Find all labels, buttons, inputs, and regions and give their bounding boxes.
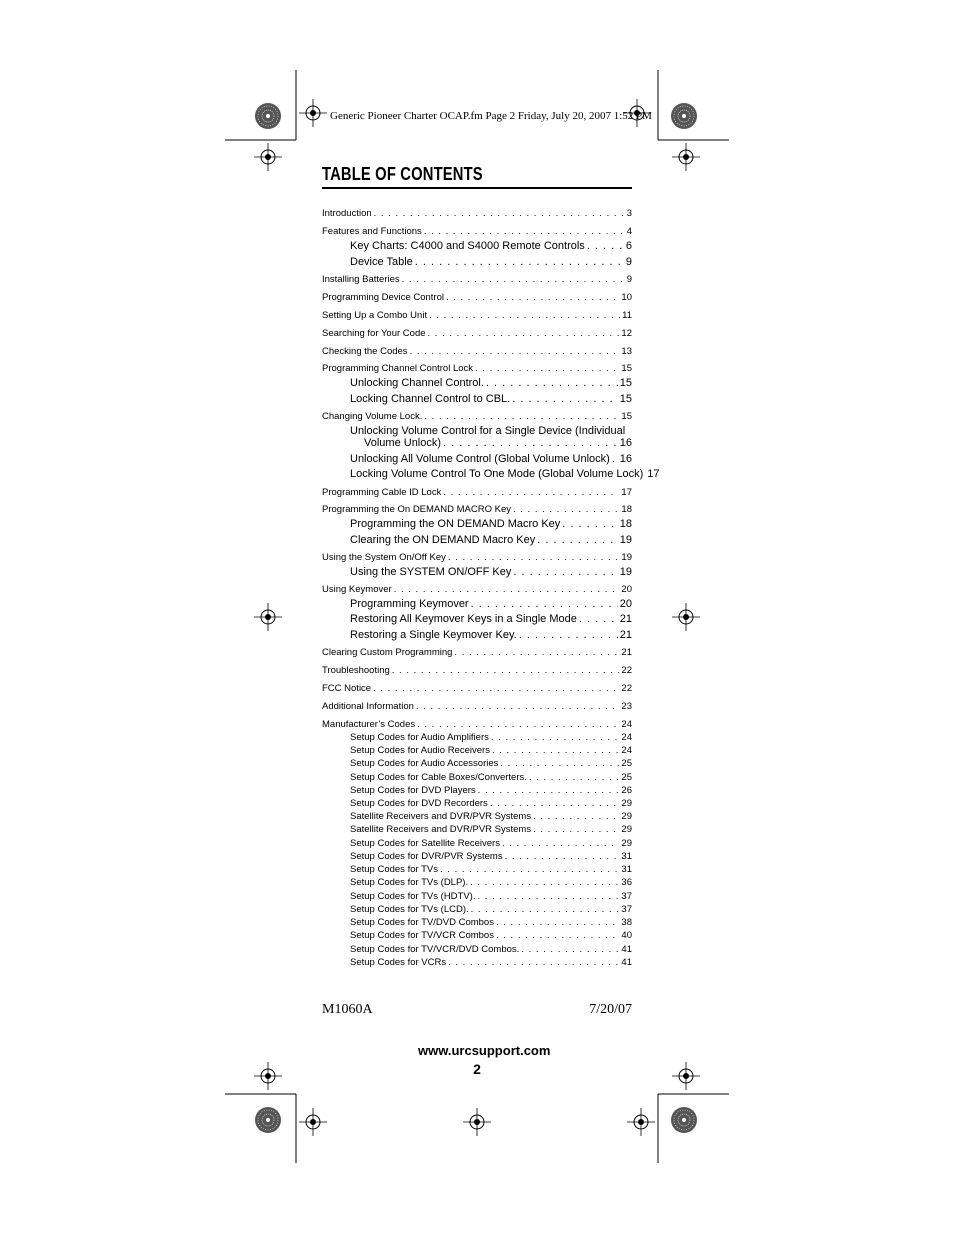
support-url[interactable]: www.urcsupport.com bbox=[418, 1043, 551, 1058]
toc-entry[interactable] bbox=[322, 683, 632, 694]
toc-entry[interactable] bbox=[350, 732, 632, 743]
toc-entry-title: Programming Cable ID Lock bbox=[322, 487, 442, 498]
toc-entry-title: Using Keymover bbox=[322, 584, 392, 595]
toc-entry-title: Restoring All Keymover Keys in a Single Mode bbox=[350, 613, 577, 625]
dot-leader bbox=[471, 598, 618, 610]
dot-leader bbox=[500, 758, 619, 769]
toc-entry-title: Setup Codes for TVs (LCD). bbox=[350, 904, 469, 915]
revision-date: 7/20/07 bbox=[589, 1002, 632, 1017]
toc-entry[interactable] bbox=[350, 772, 632, 783]
toc-entry-title: Locking Volume Control To One Mode (Global Volume Lock) bbox=[350, 468, 644, 480]
dot-leader bbox=[537, 534, 618, 546]
toc-entry-page: 19 bbox=[619, 566, 632, 578]
dot-leader bbox=[513, 566, 617, 578]
toc-entry[interactable] bbox=[322, 226, 632, 237]
toc-entry[interactable] bbox=[322, 328, 632, 339]
dot-leader bbox=[428, 328, 620, 339]
toc-entry[interactable] bbox=[350, 904, 632, 915]
toc-entry[interactable] bbox=[350, 518, 632, 530]
dot-leader bbox=[478, 785, 620, 796]
dot-leader bbox=[392, 665, 620, 676]
toc-entry[interactable] bbox=[322, 504, 632, 515]
toc-entry[interactable] bbox=[322, 274, 632, 285]
toc-entry-page: 3 bbox=[626, 208, 632, 219]
toc-entry-page: 11 bbox=[622, 310, 632, 321]
dot-leader bbox=[533, 824, 619, 835]
toc-entry-title: Satellite Receivers and DVR/PVR Systems bbox=[350, 811, 532, 822]
toc-entry[interactable] bbox=[322, 310, 632, 321]
dot-leader bbox=[492, 745, 619, 756]
toc-entry-title: Programming Keymover bbox=[350, 598, 469, 610]
dot-leader bbox=[533, 811, 619, 822]
dot-leader bbox=[496, 917, 619, 928]
dot-leader bbox=[424, 226, 625, 237]
title-rule bbox=[322, 187, 632, 189]
toc-entry-title: Setup Codes for DVR/PVR Systems bbox=[350, 851, 503, 862]
dot-leader bbox=[490, 798, 620, 809]
dot-leader bbox=[402, 274, 625, 285]
dot-leader bbox=[454, 647, 619, 658]
toc-entry-title: Setup Codes for VCRs bbox=[350, 957, 447, 968]
toc-entry[interactable] bbox=[322, 647, 632, 658]
toc-entry[interactable] bbox=[350, 851, 632, 862]
toc-entry-title: Device Table bbox=[350, 256, 413, 268]
toc-entry[interactable] bbox=[322, 665, 632, 676]
dot-leader bbox=[440, 864, 619, 875]
toc-entry-page: 37 bbox=[621, 904, 632, 915]
toc-entry-page: 18 bbox=[619, 518, 632, 530]
toc-entry-title: Locking Channel Control to CBL. bbox=[350, 393, 511, 405]
toc-entry[interactable] bbox=[350, 629, 632, 641]
toc-entry-title: Changing Volume Lock. bbox=[322, 411, 423, 422]
toc-entry[interactable] bbox=[322, 346, 632, 357]
dot-leader bbox=[587, 240, 624, 252]
toc-entry-page: 17 bbox=[621, 487, 632, 498]
toc-entry-page: 19 bbox=[619, 534, 632, 546]
dot-leader bbox=[505, 851, 620, 862]
toc-entry-title: Setup Codes for Audio Amplifiers bbox=[350, 732, 489, 743]
toc-entry-page: 41 bbox=[621, 957, 632, 968]
toc-entry-page: 12 bbox=[621, 328, 632, 339]
dot-leader bbox=[446, 292, 619, 303]
toc-entry-title: Satellite Receivers and DVR/PVR Systems bbox=[350, 824, 532, 835]
toc-entry-title: Setup Codes for TVs (HDTV). bbox=[350, 891, 476, 902]
toc-entry-page: 20 bbox=[621, 584, 632, 595]
toc-entry-title: Programming Device Control bbox=[322, 292, 444, 303]
dot-leader bbox=[477, 891, 619, 902]
toc-entry-title: Setup Codes for Satellite Receivers bbox=[350, 838, 500, 849]
toc-entry-title: Additional Information bbox=[322, 701, 414, 712]
dot-leader bbox=[496, 930, 619, 941]
dot-leader bbox=[424, 411, 619, 422]
toc-entry-title: Setup Codes for DVD Recorders bbox=[350, 798, 488, 809]
toc-entry-title: Unlocking Channel Control. bbox=[350, 377, 484, 389]
dot-leader bbox=[519, 629, 618, 641]
dot-leader bbox=[579, 613, 618, 625]
toc-entry-page: 13 bbox=[621, 346, 632, 357]
toc-entry-title: Troubleshooting bbox=[322, 665, 390, 676]
toc-entry[interactable] bbox=[350, 930, 632, 941]
page-number: 2 bbox=[473, 1061, 481, 1077]
toc-entry-title: Manufacturer’s Codes bbox=[322, 719, 416, 730]
dot-leader bbox=[486, 377, 618, 389]
toc-entry-title: Setup Codes for DVD Players bbox=[350, 785, 476, 796]
toc-entry[interactable] bbox=[350, 944, 632, 955]
dot-leader bbox=[443, 487, 619, 498]
toc-entry-page: 10 bbox=[621, 292, 632, 303]
toc-entry-page: 6 bbox=[625, 240, 632, 252]
toc-entry[interactable] bbox=[350, 598, 632, 610]
toc-entry-page: 25 bbox=[621, 772, 632, 783]
toc-entry-title: Key Charts: C4000 and S4000 Remote Controls bbox=[350, 240, 585, 252]
toc-entry-title: Programming the ON DEMAND Macro Key bbox=[350, 518, 561, 530]
toc-entry-page: 9 bbox=[625, 256, 632, 268]
dot-leader bbox=[512, 393, 618, 405]
toc-entry-page: 18 bbox=[621, 504, 632, 515]
toc-entry[interactable] bbox=[350, 917, 632, 928]
toc-entry-title: Using the SYSTEM ON/OFF Key bbox=[350, 566, 512, 578]
toc-entry[interactable] bbox=[350, 811, 632, 822]
toc-entry[interactable] bbox=[350, 785, 632, 796]
toc-entry[interactable] bbox=[350, 240, 632, 252]
toc-entry-page: 40 bbox=[621, 930, 632, 941]
model-number: M1060A bbox=[322, 1002, 373, 1017]
toc-entry-title: Setup Codes for Audio Accessories bbox=[350, 758, 499, 769]
toc-entry-title: Setup Codes for TV/VCR/DVD Combos. bbox=[350, 944, 520, 955]
toc-entry-page: 4 bbox=[626, 226, 632, 237]
toc-entry-page: 38 bbox=[621, 917, 632, 928]
dot-leader bbox=[529, 772, 620, 783]
dot-leader bbox=[448, 552, 620, 563]
toc-entry-page: 21 bbox=[619, 629, 632, 641]
toc-entry[interactable] bbox=[350, 393, 632, 405]
toc-entry[interactable] bbox=[322, 719, 632, 730]
toc-entry[interactable] bbox=[322, 208, 632, 219]
dot-leader bbox=[443, 437, 618, 449]
toc-entry-title-cont: Volume Unlock) bbox=[364, 437, 442, 449]
dot-leader bbox=[612, 453, 618, 465]
dot-leader bbox=[475, 363, 619, 374]
page-title: TABLE OF CONTENTS bbox=[322, 164, 483, 184]
toc-entry[interactable] bbox=[350, 758, 632, 769]
toc-entry[interactable] bbox=[350, 453, 632, 465]
toc-entry[interactable] bbox=[350, 468, 660, 480]
toc-entry[interactable] bbox=[350, 745, 632, 756]
toc-entry-title: Programming Channel Control Lock bbox=[322, 363, 474, 374]
toc-entry-title: Setup Codes for TV/VCR Combos bbox=[350, 930, 494, 941]
toc-entry-page: 29 bbox=[621, 824, 632, 835]
toc-entry-title: Clearing Custom Programming bbox=[322, 647, 453, 658]
toc-entry[interactable] bbox=[350, 425, 632, 449]
toc-entry[interactable] bbox=[322, 552, 632, 563]
toc-entry-title: Unlocking Volume Control for a Single Device (Individual bbox=[350, 425, 626, 437]
dot-leader bbox=[470, 877, 619, 888]
toc-entry[interactable] bbox=[322, 701, 632, 712]
dot-leader bbox=[521, 944, 619, 955]
toc-entry-title: Setup Codes for Audio Receivers bbox=[350, 745, 490, 756]
dot-leader bbox=[394, 584, 620, 595]
dot-leader bbox=[410, 346, 620, 357]
toc-entry-page: 36 bbox=[621, 877, 632, 888]
toc-entry-page: 29 bbox=[621, 798, 632, 809]
toc-entry-page: 15 bbox=[621, 411, 632, 422]
toc-entry-title: FCC Notice bbox=[322, 683, 372, 694]
toc-entry-page: 21 bbox=[619, 613, 632, 625]
toc-entry[interactable] bbox=[350, 566, 632, 578]
toc-entry-page: 37 bbox=[621, 891, 632, 902]
toc-entry[interactable] bbox=[350, 864, 632, 875]
toc-entry[interactable] bbox=[350, 957, 632, 968]
toc-entry-title: Programming the On DEMAND MACRO Key bbox=[322, 504, 511, 515]
toc-entry-page: 9 bbox=[626, 274, 632, 285]
toc-entry-page: 24 bbox=[621, 732, 632, 743]
toc-entry-page: 21 bbox=[621, 647, 632, 658]
toc-entry-title: Clearing the ON DEMAND Macro Key bbox=[350, 534, 536, 546]
dot-leader bbox=[502, 838, 619, 849]
toc-entry-page: 31 bbox=[621, 864, 632, 875]
toc-entry-page: 15 bbox=[619, 393, 632, 405]
toc-entry[interactable] bbox=[350, 824, 632, 835]
toc-entry-page: 29 bbox=[621, 838, 632, 849]
toc-entry-title: Installing Batteries bbox=[322, 274, 400, 285]
toc-entry-page: 23 bbox=[621, 701, 632, 712]
file-slug-line: Generic Pioneer Charter OCAP.fm Page 2 Friday, July 20, 2007 1:52 PM bbox=[330, 110, 652, 122]
toc-entry-title: Setting Up a Combo Unit bbox=[322, 310, 428, 321]
toc-entry-title: Setup Codes for TV/DVD Combos bbox=[350, 917, 494, 928]
toc-entry-title: Using the System On/Off Key bbox=[322, 552, 446, 563]
dot-leader bbox=[415, 256, 624, 268]
dot-leader bbox=[374, 208, 625, 219]
dot-leader bbox=[429, 310, 620, 321]
toc-entry[interactable] bbox=[350, 256, 632, 268]
dot-leader bbox=[471, 904, 620, 915]
toc-entry-page: 15 bbox=[621, 363, 632, 374]
toc-entry[interactable] bbox=[350, 798, 632, 809]
toc-entry[interactable] bbox=[322, 363, 632, 374]
toc-entry-title: Setup Codes for Cable Boxes/Converters. bbox=[350, 772, 527, 783]
toc-entry-title: Introduction bbox=[322, 208, 372, 219]
toc-entry[interactable] bbox=[322, 411, 632, 422]
toc-entry[interactable] bbox=[350, 891, 632, 902]
toc-entry-page: 22 bbox=[621, 683, 632, 694]
toc-entry[interactable] bbox=[350, 534, 632, 546]
dot-leader bbox=[513, 504, 619, 515]
dot-leader bbox=[417, 719, 619, 730]
toc-entry-page: 25 bbox=[621, 758, 632, 769]
toc-entry-title: Unlocking All Volume Control (Global Volume Unlock) bbox=[350, 453, 610, 465]
toc-entry-page: 16 bbox=[619, 437, 632, 449]
toc-entry-page: 15 bbox=[619, 377, 632, 389]
toc-entry-title: Setup Codes for TVs (DLP). bbox=[350, 877, 469, 888]
toc-entry-page: 41 bbox=[621, 944, 632, 955]
toc-entry[interactable] bbox=[350, 838, 632, 849]
toc-entry-title: Searching for Your Code bbox=[322, 328, 426, 339]
toc-entry[interactable] bbox=[350, 613, 632, 625]
toc-entry-title: Features and Functions bbox=[322, 226, 422, 237]
toc-entry-page: 26 bbox=[621, 785, 632, 796]
dot-leader bbox=[562, 518, 617, 530]
toc-entry-page: 16 bbox=[619, 453, 632, 465]
toc-entry-page: 17 bbox=[647, 468, 660, 480]
toc-entry[interactable] bbox=[322, 584, 632, 595]
toc-entry[interactable] bbox=[350, 877, 632, 888]
dot-leader bbox=[448, 957, 619, 968]
dot-leader bbox=[373, 683, 619, 694]
toc-entry-page: 24 bbox=[621, 719, 632, 730]
toc-entry-title: Restoring a Single Keymover Key. bbox=[350, 629, 517, 641]
toc-entry-page: 22 bbox=[621, 665, 632, 676]
toc-entry[interactable] bbox=[322, 487, 632, 498]
toc-entry-page: 24 bbox=[621, 745, 632, 756]
dot-leader bbox=[491, 732, 620, 743]
toc-entry[interactable] bbox=[350, 377, 632, 389]
dot-leader bbox=[416, 701, 620, 712]
toc-entry-title: Checking the Codes bbox=[322, 346, 408, 357]
toc-entry-page: 19 bbox=[621, 552, 632, 563]
toc-entry[interactable] bbox=[322, 292, 632, 303]
toc-entry-page: 31 bbox=[621, 851, 632, 862]
toc-entry-page: 20 bbox=[619, 598, 632, 610]
toc-entry-title: Setup Codes for TVs bbox=[350, 864, 439, 875]
toc-entry-page: 29 bbox=[621, 811, 632, 822]
